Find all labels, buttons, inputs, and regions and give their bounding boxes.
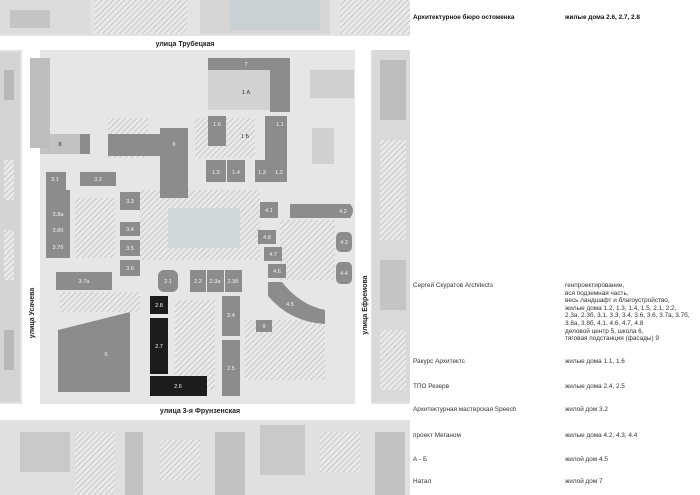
- label-8: 8: [58, 142, 62, 148]
- label-1-1: 1.1: [276, 122, 284, 128]
- label-1a: 1 А: [241, 90, 251, 96]
- legend-org: А - Б: [413, 456, 428, 463]
- label-1b: 1 Б: [240, 134, 250, 140]
- label-2-4: 2.4: [227, 313, 235, 319]
- label-2-3a: 2.3а: [209, 279, 221, 285]
- header-projects: жилые дома 2.6, 2.7, 2.8: [565, 14, 640, 21]
- pond: [168, 208, 240, 248]
- street-east-label: улица Ефремова: [362, 275, 369, 335]
- label-3-7a: 3.7а: [78, 279, 90, 285]
- south-blocks: [0, 422, 410, 495]
- label-3-6: 3.6: [126, 266, 134, 272]
- label-2-5: 2.5: [227, 366, 235, 372]
- legend-projects: жилой дом 3.2: [565, 406, 608, 413]
- label-2-7: 2.7: [155, 344, 163, 350]
- label-4-2: 4.2: [339, 209, 347, 215]
- label-1-4: 1.4: [232, 170, 240, 176]
- label-3-4: 3.4: [126, 227, 134, 233]
- label-3-2: 3.2: [94, 177, 102, 183]
- east-blocks: [372, 48, 410, 402]
- label-4-3: 4.3: [340, 240, 348, 246]
- label-3-7b: 3.7б: [52, 245, 64, 251]
- legend-projects: генпроектирование, вся подземная часть, весь ландшафт и благоустройство, жилые дома 1.2, 1.3, 1.4, 1.5, 2.1, 2.2, 2.3а, 2.3б, 3.1, 3.3, 3.4, 3.6, 3.6, 3.7а, 3.7б, 3.8а, 3.8б, 4.1, 4.6, 4.7, 4.8 деловой центр 5, школа 6, тяговая подстанция (фасады) 9: [565, 282, 690, 343]
- label-1-2: 1.2: [275, 170, 283, 176]
- road-efremova: [355, 36, 371, 420]
- label-2-1: 2.1: [164, 279, 172, 285]
- street-south-label: улица 3-я Фрунзенская: [159, 408, 241, 415]
- label-2-8: 2.8: [155, 303, 163, 309]
- label-4-7: 4.7: [269, 252, 277, 258]
- label-3-3: 3.3: [126, 199, 134, 205]
- west-blocks: [0, 52, 20, 402]
- label-7: 7: [244, 62, 248, 68]
- building-1-6: [208, 116, 226, 146]
- street-west-label: улица Усачева: [29, 287, 36, 339]
- legend-projects: жилые дома 1.1, 1.6: [565, 358, 625, 365]
- legend-org: проект Меганом: [413, 432, 461, 439]
- label-1-6: 1.6: [213, 122, 221, 128]
- legend-org: Сергей Скуратов Architects: [413, 282, 494, 289]
- label-2-3b: 2.3б: [227, 279, 239, 285]
- label-6: 6: [172, 142, 176, 148]
- street-north-label: улица Трубецкая: [155, 41, 215, 48]
- label-3-8b: 3.8б: [52, 228, 64, 234]
- label-3-5: 3.5: [126, 246, 134, 252]
- label-4-5: 4.5: [286, 302, 294, 308]
- label-2-6: 2.6: [174, 384, 182, 390]
- legend-org: Ракурс Архитектс: [413, 358, 465, 365]
- legend-projects: жилой дом 4.5: [565, 456, 608, 463]
- label-3-8a: 3.8а: [52, 212, 64, 218]
- label-4-1: 4.1: [265, 208, 273, 214]
- label-1-3: 1.3: [258, 170, 266, 176]
- label-4-8: 4.8: [263, 235, 271, 241]
- label-5: 5: [104, 352, 108, 358]
- header-org: Архитектурное бюро остоженка: [413, 14, 515, 21]
- label-1-5: 1.5: [212, 170, 220, 176]
- label-9: 9: [262, 324, 266, 330]
- legend-projects: жилые дома 4.2, 4.3, 4.4: [565, 432, 638, 439]
- info-panel: [410, 0, 700, 495]
- legend-org: ТПО Резерв: [413, 383, 449, 390]
- building-1a: [208, 70, 270, 110]
- legend-org: Архитектурная мастерская Speech: [413, 406, 517, 413]
- legend-org: Натал: [413, 478, 432, 485]
- label-2-2: 2.2: [194, 279, 202, 285]
- label-4-6: 4.6: [273, 269, 281, 275]
- label-3-1: 3.1: [51, 177, 59, 183]
- legend-projects: жилые дома 2.4, 2.5: [565, 383, 625, 390]
- legend-projects: жилой дом 7: [565, 478, 603, 485]
- north-blocks: [0, 0, 410, 34]
- label-4-4: 4.4: [340, 271, 348, 277]
